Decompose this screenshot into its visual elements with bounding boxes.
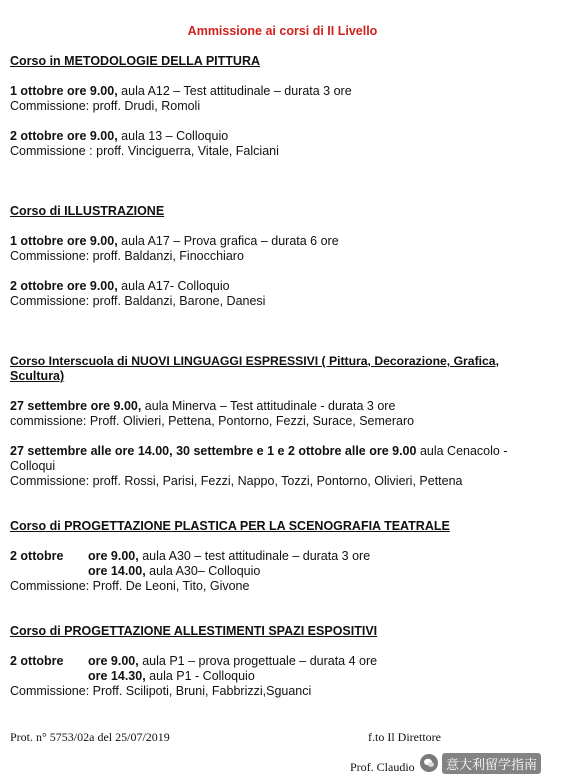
protocol-number: Prot. n° 5753/02a del 25/07/2019 [10, 730, 170, 744]
signature-label: f.to Il Direttore [368, 730, 441, 744]
session-detail: aula Cenacolo - [416, 444, 508, 458]
watermark [420, 752, 541, 774]
session-date: 27 settembre ore 9.00, [10, 399, 142, 413]
session-line [10, 234, 339, 249]
commission-line: Commissione: Proff. De Leoni, Tito, Givone [10, 579, 250, 593]
session-line [10, 279, 230, 294]
session-time: ore 14.30, [88, 669, 146, 683]
course-heading-linguaggi: Corso Interscuola di NUOVI LINGUAGGI ESPRESSIVI ( Pittura, Decorazione, Grafica, [10, 354, 499, 368]
session-line [88, 549, 370, 563]
session-detail: aula P1 - Colloquio [145, 669, 255, 683]
watermark-text: 意大利留学指南 [442, 753, 541, 774]
session-detail: aula A17- Colloquio [117, 279, 230, 293]
session-detail: aula Minerva – Test attitudinale - durata 3 ore [141, 399, 396, 413]
course-heading-illustrazione: Corso di ILLUSTRAZIONE [10, 204, 165, 218]
commission-line: Commissione: proff. Baldanzi, Finocchiaro [10, 249, 244, 263]
commission-line: Commissione: proff. Rossi, Parisi, Fezzi, Nappo, Tozzi, Pontorno, Olivieri, Pettena [10, 474, 463, 488]
session-line [88, 564, 260, 578]
session-line [88, 669, 255, 683]
session-date: 2 ottobre ore 9.00, [10, 129, 118, 143]
session-detail: aula A12 – Test attitudinale – durata 3 ore [117, 84, 352, 98]
course-heading-allestimenti: Corso di PROGETTAZIONE ALLESTIMENTI SPAZI ESPOSITIVI [10, 624, 378, 638]
session-line [10, 84, 352, 99]
session-date: 1 ottobre ore 9.00, [10, 84, 118, 98]
session-time: ore 14.00, [88, 564, 146, 578]
session-line [10, 399, 395, 414]
session-line [10, 129, 228, 144]
session-date: 27 settembre alle ore 14.00, 30 settembre e 1 e 2 ottobre alle ore 9.00 [10, 444, 417, 458]
commission-line: Commissione: Proff. Scilipoti, Bruni, Fabbrizzi,Sguanci [10, 684, 312, 698]
session-date: 2 ottobre [10, 654, 64, 668]
commission-line: commissione: Proff. Olivieri, Pettena, Pontorno, Fezzi, Surace, Semeraro [10, 414, 415, 428]
page-title: Ammissione ai corsi di II Livello [187, 24, 378, 38]
commission-line: Commissione: proff. Baldanzi, Barone, Danesi [10, 294, 266, 308]
session-line [10, 444, 508, 459]
session-date: 1 ottobre ore 9.00, [10, 234, 118, 248]
session-detail: aula A17 – Prova grafica – durata 6 ore [117, 234, 339, 248]
course-heading-linguaggi-cont: Scultura) [10, 369, 65, 383]
session-detail: aula A30 – test attitudinale – durata 3 ore [138, 549, 371, 563]
session-line [88, 654, 377, 668]
commission-line: Commissione: proff. Drudi, Romoli [10, 99, 201, 113]
session-date: 2 ottobre [10, 549, 64, 563]
signature-name: Prof. Claudio [350, 760, 415, 774]
wechat-icon [420, 754, 438, 772]
commission-line: Commissione : proff. Vinciguerra, Vitale, Falciani [10, 144, 279, 158]
session-time: ore 9.00, [88, 654, 139, 668]
session-detail-cont: Colloqui [10, 459, 56, 473]
session-detail: aula A30– Colloquio [145, 564, 261, 578]
session-detail: aula 13 – Colloquio [117, 129, 229, 143]
course-heading-scenografia: Corso di PROGETTAZIONE PLASTICA PER LA SCENOGRAFIA TEATRALE [10, 519, 450, 533]
session-date: 2 ottobre ore 9.00, [10, 279, 118, 293]
session-time: ore 9.00, [88, 549, 139, 563]
session-detail: aula P1 – prova progettuale – durata 4 ore [138, 654, 378, 668]
course-heading-pittura: Corso in METODOLOGIE DELLA PITTURA [10, 54, 260, 68]
